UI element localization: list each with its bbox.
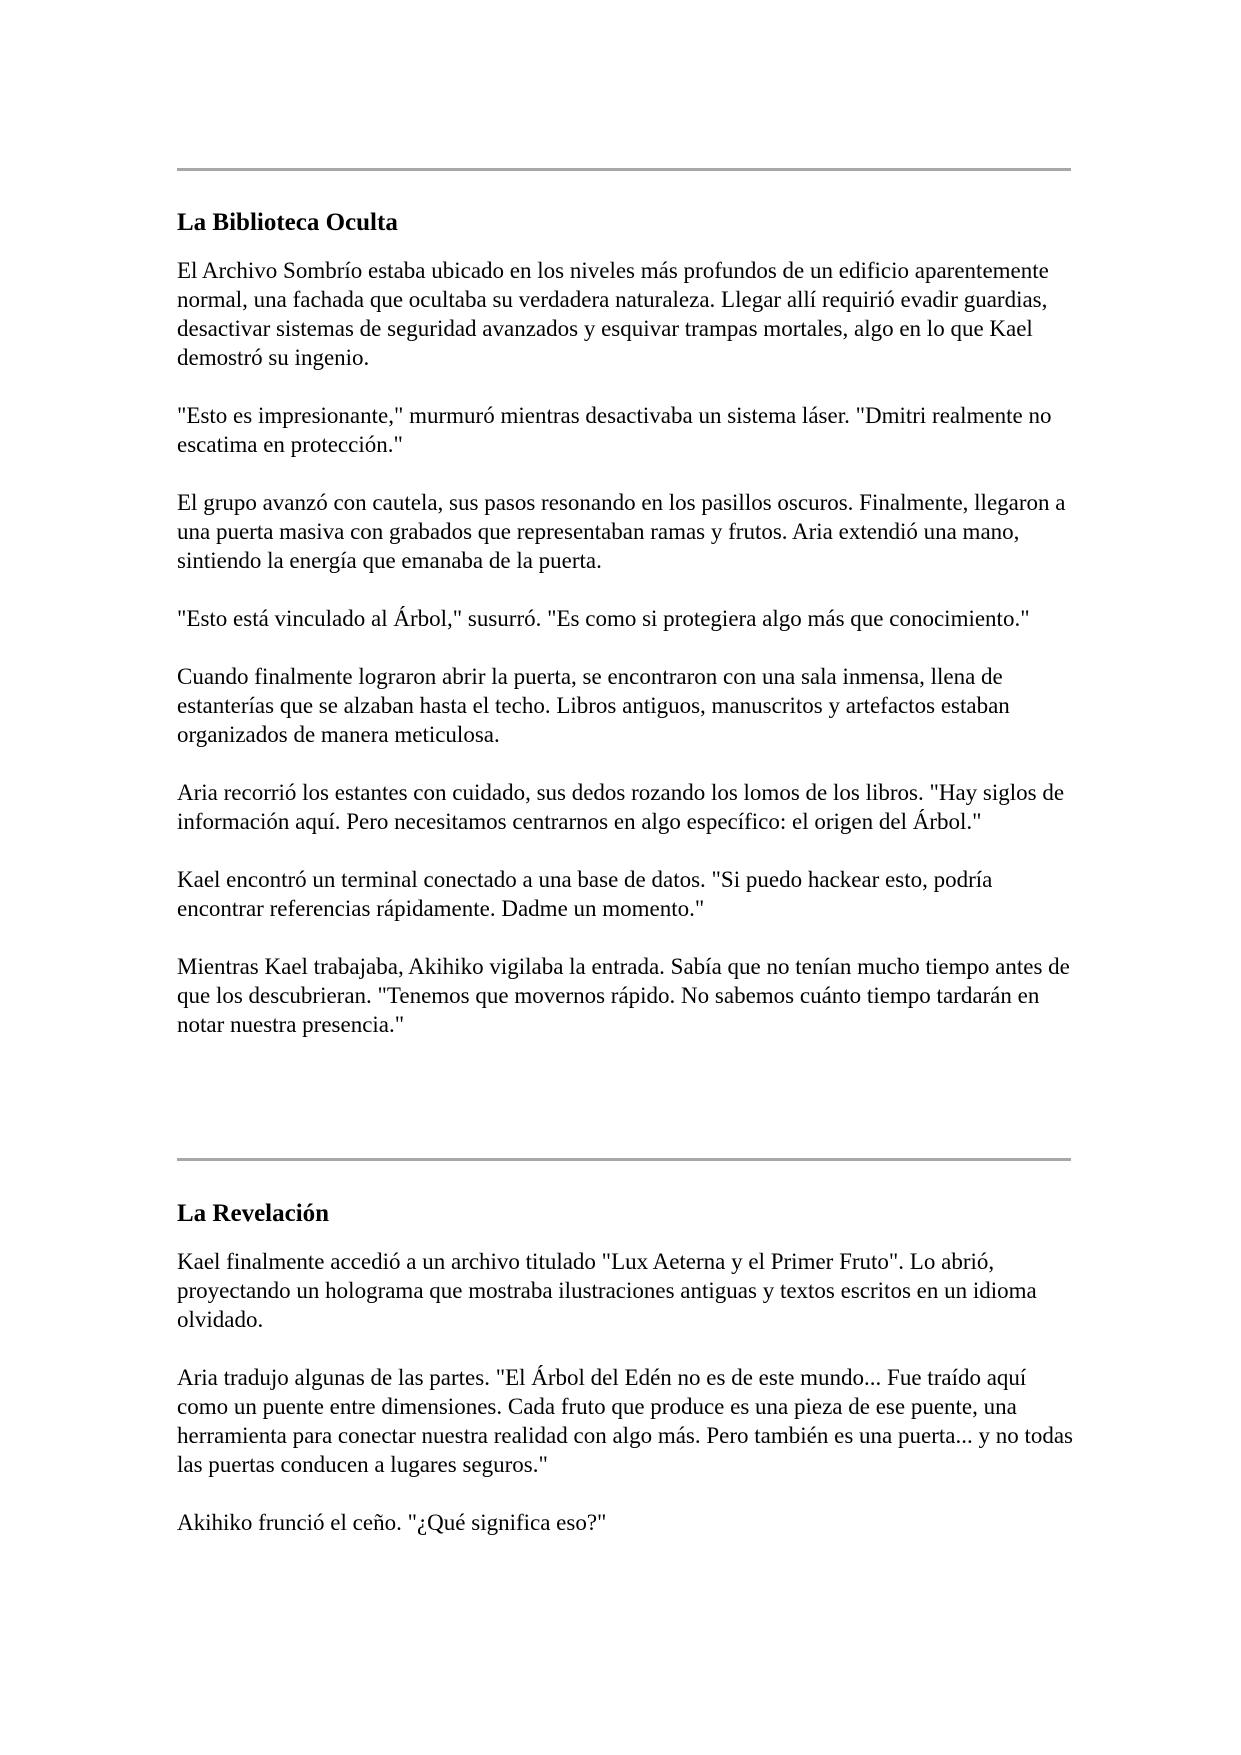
- paragraph: Aria tradujo algunas de las partes. "El Árbol del Edén no es de este mundo... Fue traído aquí como un puente entre dimensiones. Cada fruto que produce es una pieza de ese puente, una herramienta para conectar nuestra realidad con algo más. Pero también es una puerta... y no todas las puertas conducen a lugares seguros.": [177, 1365, 1074, 1477]
- section-biblioteca-oculta: [177, 207, 1077, 1068]
- section-title: La Biblioteca Oculta: [177, 209, 398, 236]
- section-divider: [177, 1158, 1071, 1161]
- paragraph: Kael finalmente accedió a un archivo titulado "Lux Aeterna y el Primer Fruto". Lo abrió, proyectando un holograma que mostraba ilustraciones antiguas y textos escritos en un idioma olvidado.: [177, 1249, 1037, 1332]
- paragraph: El grupo avanzó con cautela, sus pasos resonando en los pasillos oscuros. Finalmente, llegaron a una puerta masiva con grabados que representaban ramas y frutos. Aria extendió una mano, sintiendo la energía que emanaba de la puerta.: [177, 490, 1066, 573]
- paragraph: Cuando finalmente lograron abrir la puerta, se encontraron con una sala inmensa, llena de estanterías que se alzaban hasta el techo. Libros antiguos, manuscritos y artefactos estaban organizados de manera meticulosa.: [177, 664, 1010, 747]
- paragraph: Mientras Kael trabajaba, Akihiko vigilaba la entrada. Sabía que no tenían mucho tiempo antes de que los descubrieran. "Tenemos que movernos rápido. No sabemos cuánto tiempo tardarán en notar nuestra presencia.": [177, 954, 1070, 1037]
- paragraph: Kael encontró un terminal conectado a una base de datos. "Si puedo hackear esto, podría encontrar referencias rápidamente. Dadme un momento.": [177, 867, 993, 921]
- paragraph: "Esto está vinculado al Árbol," susurró. "Es como si protegiera algo más que conocimiento.": [177, 606, 1030, 631]
- section-divider: [177, 168, 1071, 171]
- paragraph: Aria recorrió los estantes con cuidado, sus dedos rozando los lomos de los libros. "Hay siglos de información aquí. Pero necesitamos centrarnos en algo específico: el origen del Árbol.": [177, 780, 1065, 834]
- paragraph: "Esto es impresionante," murmuró mientras desactivaba un sistema láser. "Dmitri realmente no escatima en protección.": [177, 403, 1052, 457]
- paragraph: Akihiko frunció el ceño. "¿Qué significa eso?": [177, 1510, 607, 1535]
- section-title: La Revelación: [177, 1200, 330, 1227]
- section-revelacion: [177, 1198, 1077, 1566]
- paragraph: El Archivo Sombrío estaba ubicado en los niveles más profundos de un edificio aparentemente normal, una fachada que ocultaba su verdadera naturaleza. Llegar allí requirió evadir guardias, desactivar sistemas de seguridad avanzados y esquivar trampas mortales, algo en lo que Kael demostró su ingenio.: [177, 258, 1049, 370]
